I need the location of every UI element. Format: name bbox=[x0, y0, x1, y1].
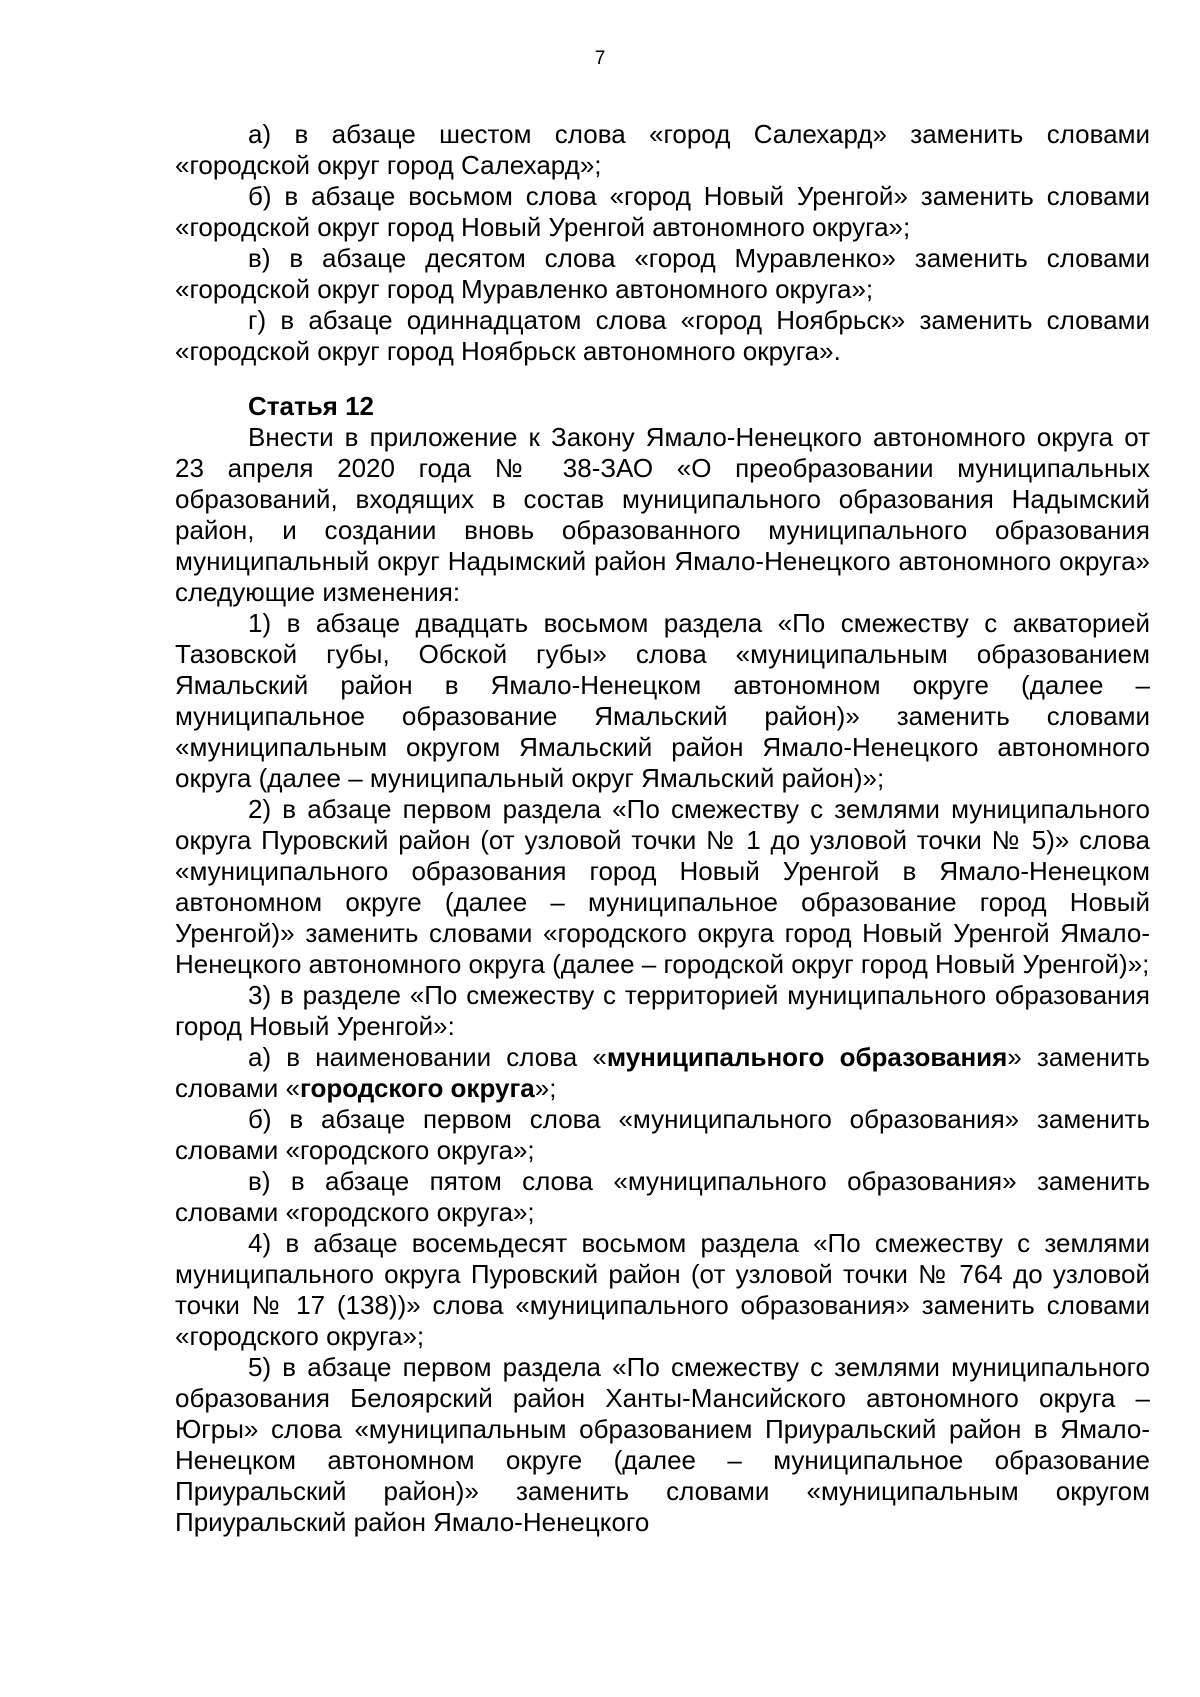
paragraph-amend-g: г) в абзаце одиннадцатом слова «город Ноябрьск» заменить словами «городской округ город Ноябрьск автономного округа». bbox=[175, 305, 1150, 366]
sub-item-b: б) в абзаце первом слова «муниципального образования» заменить словами «городского округа»; bbox=[175, 1104, 1150, 1165]
paragraph-amend-b: б) в абзаце восьмом слова «город Новый Уренгой» заменить словами «городской округ город Новый Уренгой автономного округа»; bbox=[175, 181, 1150, 242]
sub-item-a bbox=[175, 1042, 1150, 1104]
list-item-5: 5) в абзаце первом раздела «По смежеству с землями муниципального образования Белоярский район Ханты-Мансийского автономного округа – Югры» слова «муниципальным образованием Приуральский район в Ямало-Ненецком автономном округе (далее – муниципальное образование Приуральский район)» заменить словами «муниципальным округом Приуральский район Ямало-Ненецкого bbox=[175, 1352, 1150, 1537]
sub-item-a-bold-2: городского округа bbox=[300, 1073, 535, 1103]
list-item-3: 3) в разделе «По смежеству с территорией муниципального образования город Новый Уренгой»: bbox=[175, 980, 1150, 1041]
list-item-2: 2) в абзаце первом раздела «По смежеству с землями муниципального округа Пуровский район (от узловой точки № 1 до узловой точки № 5)» слова «муниципального образования город Новый Уренгой в Ямало-Ненецком автономном округе (далее – муниципальное образование город Новый Уренгой)» заменить словами «городского округа город Новый Уренгой Ямало-Ненецкого автономного округа (далее – городской округ город Новый Уренгой)»; bbox=[175, 794, 1150, 979]
sub-item-a-text-1: а) в наименовании слова « bbox=[248, 1042, 607, 1072]
paragraph-amend-v: в) в абзаце десятом слова «город Муравленко» заменить словами «городской округ город Муравленко автономного округа»; bbox=[175, 243, 1150, 304]
sub-item-a-text-2: » заменить словами « bbox=[175, 1042, 1150, 1103]
document-body bbox=[175, 119, 1150, 1538]
list-item-1: 1) в абзаце двадцать восьмом раздела «По смежеству с акваторией Тазовской губы, Обской губы» слова «муниципальным образованием Ямальский район в Ямало-Ненецком автономном округе (далее – муниципальное образование Ямальский район)» заменить словами «муниципальным округом Ямальский район Ямало-Ненецкого автономного округа (далее – муниципальный округ Ямальский район)»; bbox=[175, 608, 1150, 793]
sub-item-v: в) в абзаце пятом слова «муниципального образования» заменить словами «городского округа»; bbox=[175, 1166, 1150, 1227]
sub-item-a-text-3: »; bbox=[534, 1073, 557, 1103]
sub-item-a-bold-1: муниципального образования bbox=[606, 1042, 1008, 1072]
article-intro: Внести в приложение к Закону Ямало-Ненецкого автономного округа от 23 апреля 2020 года № 38-ЗАО «О преобразовании муниципальных образований, входящих в состав муниципального образования Надымский район, и создании вновь образованного муниципального образования муниципальный округ Надымский район Ямало-Ненецкого автономного округа» следующие изменения: bbox=[175, 422, 1150, 607]
page-number: 7 bbox=[594, 48, 606, 69]
list-item-4: 4) в абзаце восемьдесят восьмом раздела «По смежеству с землями муниципального округа Пуровский район (от узловой точки № 764 до узловой точки № 17 (138))» слова «муниципального образования» заменить словами «городского округа»; bbox=[175, 1228, 1150, 1351]
article-heading: Статья 12 bbox=[248, 391, 375, 421]
paragraph-amend-a: а) в абзаце шестом слова «город Салехард» заменить словами «городской округ город Салехард»; bbox=[175, 119, 1150, 180]
